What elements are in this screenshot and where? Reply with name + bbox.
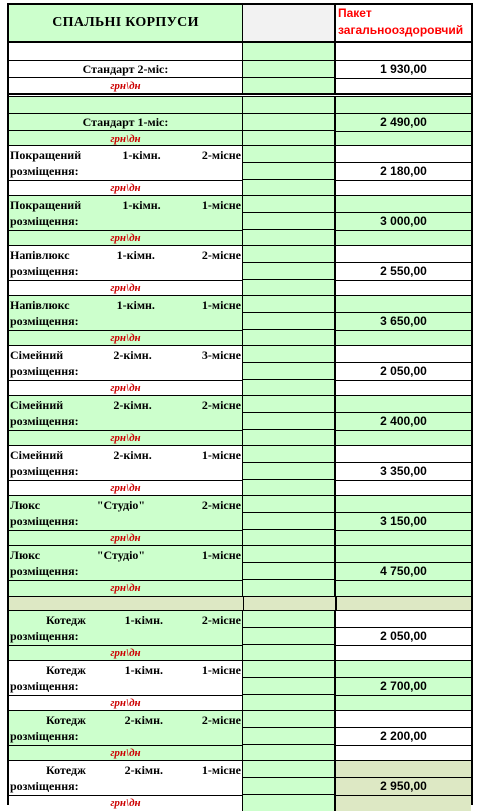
- price-empty: [336, 280, 471, 296]
- middle-cell: [243, 412, 336, 429]
- middle-cell: [243, 694, 336, 711]
- price-value: 1 930,00: [336, 60, 471, 78]
- middle-cell: [243, 677, 336, 694]
- room-name-word: 3-місне: [201, 348, 241, 362]
- price-empty: [336, 480, 471, 496]
- price-blank: [336, 545, 471, 562]
- room-name-line1: [10, 762, 241, 778]
- room-name-word: 1-місне: [201, 448, 241, 462]
- price-value: 3 000,00: [336, 212, 471, 230]
- middle-cell: [243, 345, 336, 362]
- room-name: Стандарт 2-міс:: [9, 60, 243, 77]
- middle-cell: [243, 262, 336, 279]
- room-name-word: 2-місне: [201, 398, 241, 412]
- room-name-word: "Студіо": [96, 548, 146, 562]
- room-name-line1: [10, 497, 241, 513]
- price-blank: [336, 445, 471, 462]
- room-name-word: Котедж: [46, 763, 86, 777]
- middle-cell: [243, 545, 336, 562]
- middle-cell: [243, 229, 336, 246]
- unit-label: грн\дн: [9, 580, 243, 596]
- price-value: 2 950,00: [336, 777, 471, 795]
- room-name-word: 2-кімн.: [124, 713, 164, 727]
- room-name-word: 2-місне: [201, 148, 241, 162]
- middle-cell: [243, 610, 336, 627]
- price-empty: [336, 78, 471, 94]
- room-name-word: "Студіо": [96, 498, 146, 512]
- unit-label: грн\дн: [9, 180, 243, 196]
- blank-row-price: [336, 96, 471, 113]
- price-value: 2 490,00: [336, 113, 471, 131]
- room-name-line2: розміщення:: [10, 164, 79, 178]
- room-name: [9, 345, 243, 380]
- room-name-word: 1-кімн.: [124, 613, 164, 627]
- room-name-line1: [10, 147, 241, 163]
- middle-cell: [243, 195, 336, 212]
- room-name-word: Покращений: [10, 198, 82, 212]
- room-name-line2: розміщення:: [10, 564, 79, 578]
- middle-cell: [243, 495, 336, 512]
- room-name: [9, 545, 243, 580]
- room-name: [9, 710, 243, 745]
- price-value: 2 700,00: [336, 677, 471, 695]
- price-empty: [336, 530, 471, 546]
- room-name-word: 1-місне: [201, 548, 241, 562]
- middle-cell: [243, 77, 336, 94]
- room-name-word: 2-місне: [201, 498, 241, 512]
- middle-cell: [243, 145, 336, 162]
- room-name-word: 1-кімн.: [122, 198, 161, 212]
- price-blank: [336, 245, 471, 262]
- price-blank: [336, 145, 471, 162]
- middle-cell: [243, 395, 336, 412]
- room-name-word: 2-кімн.: [113, 448, 152, 462]
- room-name-word: 1-місне: [201, 763, 241, 777]
- room-name-word: Котедж: [46, 663, 86, 677]
- room-name-word: Напівлюкс: [10, 298, 70, 312]
- room-name: [9, 195, 243, 230]
- room-name-line2: розміщення:: [10, 314, 79, 328]
- middle-cell: [243, 462, 336, 479]
- price-empty: [336, 380, 471, 396]
- room-name-line2: розміщення:: [10, 514, 79, 528]
- room-name-word: 2-кімн.: [113, 398, 152, 412]
- room-name-line2: розміщення:: [10, 464, 79, 478]
- room-name-word: 1-місне: [201, 663, 241, 677]
- price-empty: [336, 645, 471, 661]
- price-empty: [336, 230, 471, 246]
- header-package: Пакет загальнооздоровчий: [336, 5, 471, 41]
- middle-cell: [243, 660, 336, 677]
- middle-cell: [243, 295, 336, 312]
- price-value: 2 550,00: [336, 262, 471, 280]
- price-blank: [336, 710, 471, 727]
- room-name-word: Люкс: [10, 498, 41, 512]
- price-blank: [336, 660, 471, 677]
- room-name-word: 1-кімн.: [116, 248, 155, 262]
- spacer-row-divider: [243, 596, 244, 611]
- room-name-line2: розміщення:: [10, 779, 79, 793]
- price-empty: [336, 795, 471, 811]
- room-name-word: Сімейний: [10, 348, 64, 362]
- unit-label: грн\дн: [9, 795, 243, 811]
- room-name-word: Покращений: [10, 148, 82, 162]
- room-name-word: 2-місне: [201, 248, 241, 262]
- table-header: [9, 5, 471, 41]
- price-value: 3 650,00: [336, 312, 471, 330]
- price-empty: [336, 745, 471, 761]
- unit-label: грн\дн: [9, 530, 243, 546]
- price-value: 3 150,00: [336, 512, 471, 530]
- unit-label: грн\дн: [9, 480, 243, 496]
- room-name: [9, 395, 243, 430]
- room-name-line2: розміщення:: [10, 264, 79, 278]
- room-name: [9, 610, 243, 645]
- middle-cell: [243, 710, 336, 727]
- middle-cell: [243, 329, 336, 346]
- room-name-line1: [10, 247, 241, 263]
- room-name-word: 1-кімн.: [116, 298, 155, 312]
- room-name-line1: [10, 347, 241, 363]
- room-name-word: 1-кімн.: [122, 148, 161, 162]
- blank-row: [9, 43, 243, 60]
- middle-cell: [243, 727, 336, 744]
- unit-label: грн\дн: [9, 130, 243, 147]
- price-empty: [336, 580, 471, 596]
- room-name-word: Напівлюкс: [10, 248, 70, 262]
- room-name-line1: [10, 662, 241, 678]
- room-name-line1: [10, 547, 241, 563]
- price-empty: [336, 330, 471, 346]
- middle-cell: [243, 777, 336, 794]
- middle-cell: [243, 429, 336, 446]
- middle-cell: [243, 512, 336, 529]
- room-name-line1: [10, 397, 241, 413]
- unit-label: грн\дн: [9, 745, 243, 761]
- room-name: [9, 245, 243, 280]
- room-name-word: Котедж: [46, 613, 86, 627]
- middle-cell: [243, 312, 336, 329]
- room-name-word: 2-кімн.: [124, 763, 164, 777]
- room-name-word: Сімейний: [10, 448, 64, 462]
- price-empty: [336, 695, 471, 711]
- price-value: 2 180,00: [336, 162, 471, 180]
- room-name-word: Сімейний: [10, 398, 64, 412]
- room-name-word: 1-місне: [201, 198, 241, 212]
- price-value: 2 050,00: [336, 627, 471, 645]
- room-name-word: 1-місне: [201, 298, 241, 312]
- middle-cell: [243, 179, 336, 196]
- room-name-line1: [10, 712, 241, 728]
- middle-cell: [243, 644, 336, 661]
- middle-cell: [243, 379, 336, 396]
- middle-cell: [243, 162, 336, 179]
- blank-row-price: [336, 43, 471, 60]
- middle-cell: [243, 760, 336, 777]
- price-value: 2 050,00: [336, 362, 471, 380]
- price-empty: [336, 180, 471, 196]
- room-name-word: Люкс: [10, 548, 41, 562]
- middle-cell: [243, 794, 336, 811]
- price-empty: [336, 430, 471, 446]
- room-name: [9, 495, 243, 530]
- blank-row-middle: [243, 96, 336, 113]
- middle-cell: [243, 627, 336, 644]
- unit-label: грн\дн: [9, 280, 243, 296]
- unit-label: грн\дн: [9, 430, 243, 446]
- price-value: 4 750,00: [336, 562, 471, 580]
- room-name-line1: [10, 297, 241, 313]
- room-name: [9, 145, 243, 180]
- header-title: СПАЛЬНІ КОРПУСИ: [9, 5, 243, 41]
- price-blank: [336, 610, 471, 627]
- room-name-word: 1-кімн.: [124, 663, 164, 677]
- spacer-row: [9, 596, 471, 611]
- unit-label: грн\дн: [9, 77, 243, 94]
- spacer-row-divider: [335, 596, 337, 611]
- room-name-word: 2-місне: [201, 613, 241, 627]
- unit-label: грн\дн: [9, 230, 243, 246]
- room-name: [9, 660, 243, 695]
- room-name: [9, 445, 243, 480]
- room-name-line1: [10, 447, 241, 463]
- price-value: 2 400,00: [336, 412, 471, 430]
- price-blank: [336, 395, 471, 412]
- middle-cell: [243, 113, 336, 130]
- price-blank: [336, 295, 471, 312]
- middle-cell: [243, 579, 336, 596]
- room-name-word: 2-кімн.: [113, 348, 152, 362]
- room-name-line2: розміщення:: [10, 679, 79, 693]
- middle-cell: [243, 362, 336, 379]
- room-name: [9, 760, 243, 795]
- price-blank: [336, 495, 471, 512]
- room-name-line2: розміщення:: [10, 414, 79, 428]
- unit-label: грн\дн: [9, 330, 243, 346]
- room-name-line2: розміщення:: [10, 729, 79, 743]
- middle-cell: [243, 245, 336, 262]
- middle-cell: [243, 529, 336, 546]
- room-name-word: Котедж: [46, 713, 86, 727]
- middle-cell: [243, 445, 336, 462]
- room-name-line1: [10, 612, 241, 628]
- middle-cell: [243, 744, 336, 761]
- middle-cell: [243, 212, 336, 229]
- price-value: 2 200,00: [336, 727, 471, 745]
- room-name: [9, 295, 243, 330]
- blank-row-middle: [243, 43, 336, 60]
- price-table: [7, 3, 473, 809]
- price-blank: [336, 760, 471, 777]
- price-blank: [336, 195, 471, 212]
- room-name-line2: розміщення:: [10, 364, 79, 378]
- room-name: Стандарт 1-міс:: [9, 113, 243, 130]
- unit-label: грн\дн: [9, 645, 243, 661]
- middle-cell: [243, 60, 336, 77]
- price-value: 3 350,00: [336, 462, 471, 480]
- blank-row: [9, 96, 243, 113]
- unit-label: грн\дн: [9, 380, 243, 396]
- room-name-line2: розміщення:: [10, 629, 79, 643]
- group-divider: [9, 93, 471, 95]
- middle-cell: [243, 562, 336, 579]
- middle-cell: [243, 479, 336, 496]
- header-blank-cell: [243, 5, 336, 41]
- middle-cell: [243, 279, 336, 296]
- unit-label: грн\дн: [9, 695, 243, 711]
- room-name-line1: [10, 197, 241, 213]
- room-name-word: 2-місне: [201, 713, 241, 727]
- price-blank: [336, 345, 471, 362]
- room-name-line2: розміщення:: [10, 214, 79, 228]
